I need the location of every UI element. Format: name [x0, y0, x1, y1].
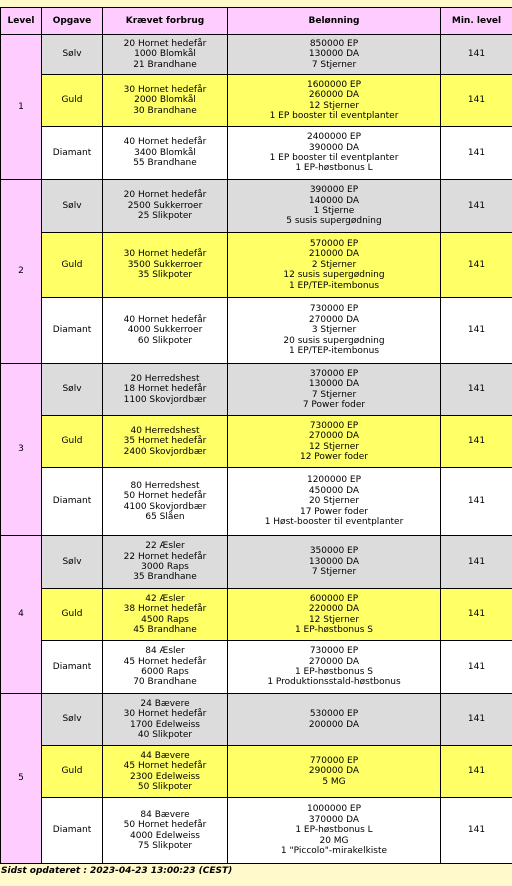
task-cell: Diamant [42, 798, 103, 864]
task-cell: Diamant [42, 127, 103, 180]
reward-line: 1 EP/TEP-itembonus [288, 346, 380, 357]
required-line: 4000 Edelweiss [130, 830, 200, 841]
required-line: 3400 Blomkål [134, 147, 196, 158]
reward-line: 260000 DA [308, 90, 360, 101]
quest-table [0, 7, 512, 864]
reward-line: 1 EP booster til eventplanter [269, 110, 399, 121]
reward-cell [228, 298, 441, 364]
required-cell [103, 298, 228, 364]
required-line: 25 Slikpoter [137, 211, 193, 222]
task-cell: Sølv [42, 180, 103, 233]
required-cell [103, 233, 228, 298]
reward-line: 220000 DA [308, 604, 360, 615]
required-cell [103, 694, 228, 746]
table-row [1, 798, 512, 864]
reward-cell [228, 364, 441, 416]
required-cell [103, 798, 228, 864]
required-line: 84 Æsler [145, 646, 185, 657]
reward-line: 390000 DA [308, 142, 360, 153]
reward-line: 1 EP-høstbonus L [295, 163, 373, 174]
required-line: 40 Hornet hedefår [123, 137, 207, 148]
required-line: 20 Hornet hedefår [123, 38, 207, 49]
reward-line: 730000 EP [309, 646, 359, 657]
required-line: 3500 Sukkerroer [127, 259, 203, 270]
reward-cell [228, 127, 441, 180]
required-line: 3000 Raps [141, 562, 189, 572]
reward-cell [228, 536, 441, 589]
reward-line: 2 Stjerner [311, 259, 357, 270]
required-line: 2000 Blomkål [134, 95, 196, 106]
task-cell: Guld [42, 233, 103, 298]
reward-line: 5 MG [322, 776, 346, 787]
task-cell: Diamant [42, 641, 103, 694]
required-line: 35 Brandhane [133, 572, 197, 583]
reward-line: 130000 DA [308, 379, 360, 390]
reward-line: 20 susis supergødning [283, 335, 385, 346]
table-row [1, 298, 512, 364]
reward-line: 730000 EP [309, 304, 359, 315]
required-line: 2400 Skovjordbær [123, 446, 207, 457]
reward-line: 130000 DA [308, 556, 360, 567]
reward-cell [228, 35, 441, 75]
required-line: 70 Brandhane [133, 677, 197, 688]
min-level-cell: 141 [441, 127, 512, 180]
table-row [1, 589, 512, 641]
min-level-cell: 141 [441, 298, 512, 364]
min-level-cell: 141 [441, 35, 512, 75]
required-line: 40 Herredshest [130, 425, 200, 436]
task-cell: Sølv [42, 364, 103, 416]
task-cell: Sølv [42, 35, 103, 75]
min-level-cell: 141 [441, 233, 512, 298]
required-line: 20 Hornet hedefår [123, 190, 207, 201]
required-line: 30 Brandhane [133, 105, 197, 116]
required-cell [103, 35, 228, 75]
header-task: Opgave [42, 8, 103, 35]
task-cell: Guld [42, 416, 103, 468]
reward-cell [228, 468, 441, 536]
reward-line: 600000 EP [309, 593, 359, 604]
reward-line: 2400000 EP [306, 132, 362, 143]
table-row [1, 641, 512, 694]
reward-line: 1600000 EP [306, 79, 362, 90]
required-line: 45 Hornet hedefår [123, 656, 207, 667]
reward-line: 7 Stjerner [311, 59, 357, 70]
required-line: 1700 Edelweiss [130, 719, 200, 730]
reward-line: 1 EP-høstbonus S [294, 667, 374, 677]
header-min-level: Min. level [441, 8, 512, 35]
reward-line: 17 Power foder [299, 506, 368, 517]
required-line: 60 Slikpoter [137, 335, 193, 346]
reward-line: 390000 EP [309, 185, 359, 196]
required-cell [103, 536, 228, 589]
reward-line: 1 Stjerne [313, 206, 355, 216]
level-cell: 1 [1, 35, 42, 180]
reward-line: 1 EP booster til eventplanter [269, 153, 399, 163]
reward-line: 350000 EP [309, 546, 359, 557]
reward-cell [228, 641, 441, 694]
table-body [1, 35, 512, 864]
required-line: 21 Brandhane [133, 59, 197, 70]
reward-line: 1000000 EP [306, 804, 362, 815]
level-cell: 4 [1, 536, 42, 694]
reward-line: 290000 DA [308, 766, 360, 777]
required-line: 40 Slikpoter [137, 729, 193, 740]
min-level-cell: 141 [441, 468, 512, 536]
task-cell: Guld [42, 75, 103, 127]
min-level-cell: 141 [441, 641, 512, 694]
required-line: 44 Bævere [140, 750, 190, 761]
level-cell: 5 [1, 694, 42, 864]
required-line: 50 Slikpoter [137, 781, 193, 792]
reward-line: 270000 DA [308, 656, 360, 667]
reward-line: 770000 EP [309, 755, 359, 766]
reward-cell [228, 694, 441, 746]
required-line: 30 Hornet hedefår [123, 84, 207, 95]
table-row [1, 75, 512, 127]
table-row [1, 233, 512, 298]
reward-line: 270000 DA [308, 314, 360, 325]
reward-line: 5 susis supergødning [286, 216, 382, 227]
required-line: 45 Brandhane [133, 624, 197, 635]
reward-line: 1 EP-høstbonus L [295, 825, 373, 836]
required-line: 65 Slåen [145, 511, 185, 522]
min-level-cell: 141 [441, 75, 512, 127]
reward-cell [228, 180, 441, 233]
required-line: 40 Hornet hedefår [123, 314, 207, 325]
table-row [1, 694, 512, 746]
required-line: 55 Brandhane [133, 158, 197, 169]
reward-line: 7 Stjerner [311, 567, 357, 578]
required-line: 22 Hornet hedefår [123, 551, 207, 562]
reward-cell [228, 416, 441, 468]
required-line: 4500 Raps [141, 614, 189, 625]
reward-line: 570000 EP [309, 238, 359, 249]
min-level-cell: 141 [441, 798, 512, 864]
reward-line: 370000 EP [309, 368, 359, 379]
required-cell [103, 641, 228, 694]
required-cell [103, 180, 228, 233]
table-row [1, 127, 512, 180]
reward-line: 7 Stjerner [311, 389, 357, 400]
header-reward: Belønning [228, 8, 441, 35]
reward-line: 1 EP-høstbonus S [294, 624, 374, 635]
required-line: 75 Slikpoter [137, 840, 193, 851]
required-cell [103, 589, 228, 641]
min-level-cell: 141 [441, 180, 512, 233]
required-line: 4100 Skovjordbær [123, 501, 207, 512]
required-line: 2500 Sukkerroer [127, 200, 203, 211]
required-cell [103, 75, 228, 127]
required-line: 24 Bævere [140, 698, 190, 709]
reward-line: 12 Power foder [299, 451, 368, 462]
table-row [1, 746, 512, 798]
table-row [1, 468, 512, 536]
task-cell: Guld [42, 746, 103, 798]
required-line: 1000 Blomkål [134, 49, 196, 60]
reward-line: 210000 DA [308, 249, 360, 260]
reward-line: 270000 DA [308, 431, 360, 442]
required-line: 4000 Sukkerroer [127, 325, 203, 336]
required-cell [103, 127, 228, 180]
reward-line: 1 "Piccolo"-mirakelkiste [280, 846, 388, 857]
min-level-cell: 141 [441, 589, 512, 641]
required-line: 6000 Raps [141, 667, 189, 677]
table-row [1, 180, 512, 233]
required-line: 80 Herredshest [130, 480, 200, 491]
reward-cell [228, 233, 441, 298]
reward-line: 370000 DA [308, 814, 360, 825]
required-line: 20 Herredshest [130, 373, 200, 384]
required-line: 35 Hornet hedefår [123, 436, 207, 447]
task-cell: Guld [42, 589, 103, 641]
task-cell: Diamant [42, 298, 103, 364]
required-cell [103, 416, 228, 468]
min-level-cell: 141 [441, 694, 512, 746]
required-cell [103, 364, 228, 416]
reward-line: 12 Stjerner [308, 614, 360, 625]
last-updated: Sidst opdateret : 2023-04-23 13:00:23 (CEST) [1, 866, 233, 876]
reward-cell [228, 75, 441, 127]
table-row [1, 536, 512, 589]
required-line: 1100 Skovjordbær [123, 394, 207, 405]
reward-line: 850000 EP [309, 38, 359, 49]
table-row [1, 364, 512, 416]
reward-cell [228, 589, 441, 641]
header-level: Level [1, 8, 42, 35]
header-row [1, 8, 512, 35]
reward-line: 20 Stjerner [308, 496, 360, 507]
required-line: 42 Æsler [145, 593, 185, 604]
reward-line: 1 EP/TEP-itembonus [288, 280, 380, 291]
reward-line: 1200000 EP [306, 475, 362, 486]
table-row [1, 416, 512, 468]
reward-cell [228, 746, 441, 798]
level-cell: 2 [1, 180, 42, 364]
reward-line: 1 Produktionsstald-høstbonus [267, 677, 401, 688]
level-cell: 3 [1, 364, 42, 536]
required-line: 22 Æsler [145, 541, 185, 552]
reward-cell [228, 798, 441, 864]
reward-line: 12 Stjerner [308, 100, 360, 111]
task-cell: Sølv [42, 536, 103, 589]
required-line: 2300 Edelweiss [130, 771, 200, 782]
min-level-cell: 141 [441, 536, 512, 589]
required-cell [103, 746, 228, 798]
reward-line: 730000 EP [309, 420, 359, 431]
task-cell: Sølv [42, 694, 103, 746]
reward-line: 3 Stjerner [311, 325, 357, 336]
required-line: 30 Hornet hedefår [123, 249, 207, 260]
min-level-cell: 141 [441, 416, 512, 468]
reward-line: 12 Stjerner [308, 441, 360, 452]
header-required: Krævet forbrug [103, 8, 228, 35]
required-line: 50 Hornet hedefår [123, 820, 207, 831]
reward-line: 200000 DA [308, 719, 360, 730]
reward-line: 130000 DA [308, 49, 360, 60]
required-cell [103, 468, 228, 536]
required-line: 50 Hornet hedefår [123, 491, 207, 502]
reward-line: 20 MG [319, 835, 349, 846]
reward-line: 450000 DA [308, 485, 360, 496]
required-line: 35 Slikpoter [137, 270, 193, 281]
reward-line: 12 susis supergødning [283, 270, 385, 281]
task-cell: Diamant [42, 468, 103, 536]
reward-line: 530000 EP [309, 709, 359, 720]
min-level-cell: 141 [441, 746, 512, 798]
table-row [1, 35, 512, 75]
min-level-cell: 141 [441, 364, 512, 416]
reward-line: 1 Høst-booster til eventplanter [264, 517, 404, 528]
required-line: 38 Hornet hedefår [123, 604, 207, 615]
required-line: 45 Hornet hedefår [123, 761, 207, 772]
required-line: 30 Hornet hedefår [123, 709, 207, 720]
required-line: 18 Hornet hedefår [123, 384, 207, 395]
reward-line: 7 Power foder [302, 399, 366, 410]
required-line: 84 Bævere [140, 809, 190, 820]
reward-line: 140000 DA [308, 195, 360, 206]
